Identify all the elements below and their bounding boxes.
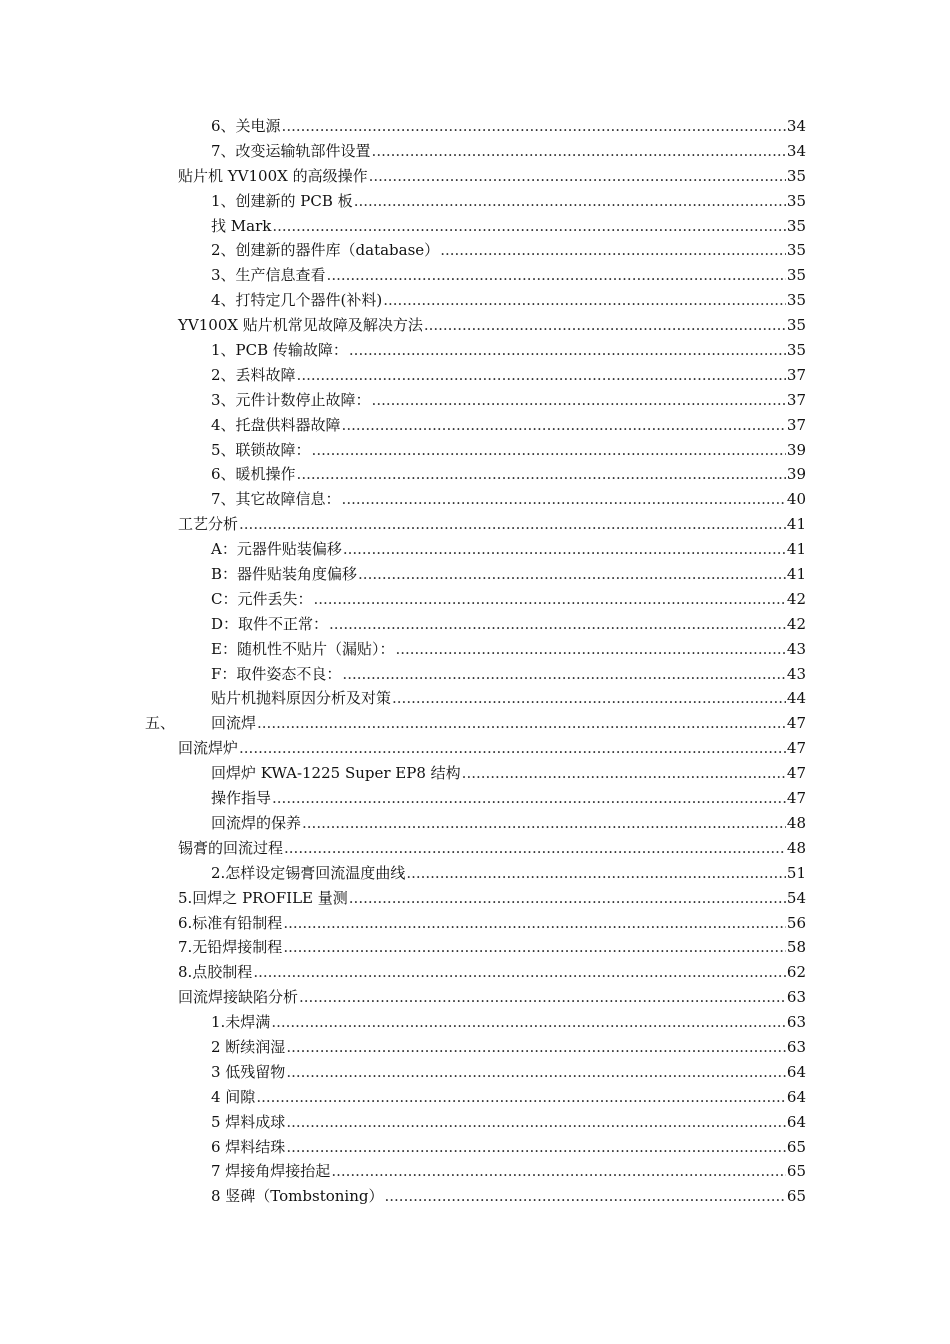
dot-leader: [385, 1184, 786, 1209]
toc-entry-title: 5 焊料成球: [211, 1112, 286, 1131]
toc-entry-line: [211, 1184, 806, 1209]
toc-entry-title: 回焊炉 KWA-1225 Super EP8 结构: [211, 764, 461, 783]
toc-entry-title: 2.怎样设定锡膏回流温度曲线: [211, 863, 406, 882]
toc-entry-line: [211, 587, 806, 612]
toc-entry[interactable]: [0, 438, 950, 463]
dot-leader: [271, 1010, 786, 1035]
toc-entry-line: [211, 761, 806, 786]
toc-entry-title: 4、托盘供料器故障: [211, 415, 341, 434]
toc-page-number: 64: [786, 1112, 806, 1131]
toc-entry-title: 5.回焊之 PROFILE 量测: [178, 888, 348, 907]
dot-leader: [286, 1035, 786, 1060]
dot-leader: [372, 388, 786, 413]
toc-page-number: 41: [786, 565, 806, 584]
toc-entry[interactable]: [0, 761, 950, 786]
toc-entry-title: C：元件丢失：: [211, 589, 313, 608]
toc-entry[interactable]: [0, 413, 950, 438]
toc-entry-title: 8.点胶制程: [178, 963, 253, 982]
dot-leader: [392, 686, 786, 711]
toc-entry[interactable]: [0, 985, 950, 1010]
toc-page-number: 35: [786, 291, 806, 310]
dot-leader: [286, 1110, 786, 1135]
toc-entry-title: 回流焊的保养: [211, 813, 302, 832]
toc-page-number: 62: [786, 963, 806, 982]
dot-leader: [395, 637, 785, 662]
dot-leader: [424, 313, 786, 338]
toc-page-number: 34: [786, 141, 806, 160]
toc-page-number: 41: [786, 540, 806, 559]
toc-entry[interactable]: [0, 935, 950, 960]
dot-leader: [440, 238, 786, 263]
dot-leader: [253, 960, 786, 985]
dot-leader: [342, 662, 785, 687]
toc-entry[interactable]: [0, 612, 950, 637]
dot-leader: [312, 438, 786, 463]
toc-page-number: 41: [786, 515, 806, 534]
toc-page-number: 47: [786, 789, 806, 808]
toc-entry-title: 贴片机抛料原因分析及对策: [211, 689, 392, 708]
toc-entry-line: [178, 985, 806, 1010]
dot-leader: [239, 512, 786, 537]
toc-page-number: 48: [786, 838, 806, 857]
toc-page-number: 63: [786, 988, 806, 1007]
toc-page-number: 39: [786, 465, 806, 484]
toc-entry-title: 8 竖碑（Tombstoning）: [211, 1187, 384, 1206]
toc-page-number: 48: [786, 813, 806, 832]
toc-page-number: 35: [786, 341, 806, 360]
toc-entry-title: 4、打特定几个器件(补料): [211, 291, 383, 310]
toc-entry[interactable]: [0, 1110, 950, 1135]
toc-entry-line: [211, 114, 806, 139]
toc-entry-line: [178, 935, 806, 960]
toc-entry[interactable]: [0, 1010, 950, 1035]
toc-entry-line: [178, 736, 806, 761]
toc-chapter-number: 五、: [145, 714, 176, 733]
dot-leader: [354, 189, 786, 214]
toc-entry-title: 回流焊接缺陷分析: [178, 988, 299, 1007]
dot-leader: [272, 786, 786, 811]
toc-entry-line: [178, 911, 806, 936]
dot-leader: [343, 537, 786, 562]
toc-entry[interactable]: [0, 263, 950, 288]
toc-entry-line: [178, 960, 806, 985]
toc-entry-line: [211, 263, 806, 288]
toc-page-number: 42: [786, 614, 806, 633]
toc-entry[interactable]: [0, 139, 950, 164]
toc-entry[interactable]: [0, 189, 950, 214]
toc-entry[interactable]: [0, 1035, 950, 1060]
toc-entry[interactable]: [0, 238, 950, 263]
toc-entry[interactable]: [0, 214, 950, 239]
toc-entry-title: 7.无铅焊接制程: [178, 938, 283, 957]
toc-entry-line: [211, 861, 806, 886]
toc-entry[interactable]: [0, 388, 950, 413]
dot-leader: [342, 487, 786, 512]
dot-leader: [286, 1060, 786, 1085]
toc-entry-title: B：器件贴装角度偏移: [211, 565, 358, 584]
table-of-contents: [0, 114, 950, 1209]
dot-leader: [272, 214, 786, 239]
dot-leader: [383, 288, 786, 313]
toc-page-number: 35: [786, 316, 806, 335]
toc-entry[interactable]: [0, 736, 950, 761]
toc-entry[interactable]: [0, 363, 950, 388]
toc-entry-line: [211, 637, 806, 662]
toc-entry[interactable]: [0, 686, 950, 711]
toc-page-number: 58: [786, 938, 806, 957]
toc-entry-line: [211, 1035, 806, 1060]
toc-entry-title: 3、元件计数停止故障：: [211, 390, 371, 409]
toc-entry-title: E：随机性不贴片（漏贴）：: [211, 639, 395, 658]
toc-entry-title: 1.未焊满: [211, 1013, 271, 1032]
toc-entry-title: 3、生产信息查看: [211, 266, 326, 285]
toc-page-number: 47: [786, 764, 806, 783]
toc-entry[interactable]: [0, 512, 950, 537]
toc-page-number: 34: [786, 117, 806, 135]
toc-entry-title: 5、联锁故障：: [211, 440, 311, 459]
toc-entry-title: F：取件姿态不良：: [211, 664, 342, 683]
toc-page-number: 42: [786, 589, 806, 608]
toc-page-number: 43: [786, 639, 806, 658]
dot-leader: [286, 1135, 786, 1160]
dot-leader: [369, 164, 786, 189]
toc-entry[interactable]: [0, 637, 950, 662]
toc-page-number: 65: [786, 1187, 806, 1206]
dot-leader: [282, 114, 786, 139]
toc-page-number: 35: [786, 191, 806, 210]
toc-entry-title: 6、关电源: [211, 117, 281, 135]
toc-entry-line: [211, 1159, 806, 1184]
toc-page-number: 63: [786, 1037, 806, 1056]
toc-entry-line: [211, 562, 806, 587]
dot-leader: [297, 363, 786, 388]
toc-entry[interactable]: [0, 1135, 950, 1160]
toc-entry[interactable]: [0, 662, 950, 687]
toc-entry-line: [211, 1110, 806, 1135]
toc-entry-title: 找 Mark: [211, 216, 272, 235]
toc-entry-title: 4 间隙: [211, 1087, 256, 1106]
toc-entry-title: 2、丢料故障: [211, 365, 296, 384]
dot-leader: [302, 811, 786, 836]
dot-leader: [342, 413, 786, 438]
toc-entry[interactable]: [0, 288, 950, 313]
dot-leader: [256, 1085, 786, 1110]
toc-page-number: 35: [786, 216, 806, 235]
toc-entry-title: 操作指导: [211, 789, 272, 808]
toc-page-number: 35: [786, 266, 806, 285]
toc-entry-title: 2、创建新的器件库（database）: [211, 241, 440, 260]
toc-page-number: 47: [786, 714, 806, 733]
toc-page-number: 47: [786, 739, 806, 758]
toc-page-number: 37: [786, 365, 806, 384]
dot-leader: [313, 587, 785, 612]
toc-entry[interactable]: [0, 836, 950, 861]
toc-entry[interactable]: [0, 587, 950, 612]
toc-entry-title: 2 断续润湿: [211, 1037, 286, 1056]
toc-entry-line: [211, 288, 806, 313]
toc-entry-title: 锡膏的回流过程: [178, 838, 284, 857]
toc-page-number: 63: [786, 1013, 806, 1032]
toc-entry-line: [211, 214, 806, 239]
toc-entry-line: [178, 886, 806, 911]
toc-entry-line: [211, 811, 806, 836]
dot-leader: [358, 562, 786, 587]
dot-leader: [239, 736, 786, 761]
toc-entry[interactable]: [0, 1060, 950, 1085]
toc-entry-line: [211, 1135, 806, 1160]
toc-entry[interactable]: [0, 1085, 950, 1110]
toc-entry[interactable]: [0, 487, 950, 512]
toc-page-number: 64: [786, 1087, 806, 1106]
toc-page-number: 35: [786, 166, 806, 185]
toc-entry-line: [211, 438, 806, 463]
toc-entry[interactable]: [0, 711, 950, 736]
toc-entry[interactable]: [0, 537, 950, 562]
toc-entry-line: [211, 487, 806, 512]
toc-entry-line: [211, 413, 806, 438]
toc-page-number: 65: [786, 1137, 806, 1156]
toc-entry[interactable]: [0, 886, 950, 911]
dot-leader: [327, 263, 786, 288]
toc-page-number: 51: [786, 863, 806, 882]
toc-entry-line: [211, 189, 806, 214]
dot-leader: [297, 462, 786, 487]
dot-leader: [349, 338, 786, 363]
toc-entry-line: [211, 238, 806, 263]
toc-entry-line: [211, 1085, 806, 1110]
toc-page-number: 35: [786, 241, 806, 260]
toc-entry[interactable]: [0, 861, 950, 886]
toc-entry-line: [178, 164, 806, 189]
toc-entry-line: [178, 512, 806, 537]
toc-entry-line: [178, 313, 806, 338]
toc-entry[interactable]: [0, 1184, 950, 1209]
toc-page-number: 64: [786, 1062, 806, 1081]
toc-entry-line: [211, 612, 806, 637]
toc-entry[interactable]: [0, 786, 950, 811]
dot-leader: [283, 935, 786, 960]
toc-entry-line: [211, 686, 806, 711]
toc-entry-title: 3 低残留物: [211, 1062, 286, 1081]
dot-leader: [462, 761, 786, 786]
toc-page-number: 56: [786, 913, 806, 932]
dot-leader: [372, 139, 786, 164]
toc-page-number: 54: [786, 888, 806, 907]
toc-entry-line: [211, 388, 806, 413]
toc-page-number: 43: [786, 664, 806, 683]
toc-entry-line: [211, 462, 806, 487]
toc-entry[interactable]: [0, 1159, 950, 1184]
dot-leader: [331, 1159, 786, 1184]
toc-entry-line: [211, 786, 806, 811]
toc-entry-title: 回流焊炉: [178, 739, 239, 758]
toc-entry-line: [211, 537, 806, 562]
toc-entry[interactable]: [0, 562, 950, 587]
toc-page-number: 65: [786, 1162, 806, 1181]
toc-entry-line: [211, 338, 806, 363]
toc-entry[interactable]: [0, 462, 950, 487]
toc-entry[interactable]: [0, 313, 950, 338]
toc-page-number: 44: [786, 689, 806, 708]
toc-entry-title: 7、改变运输轨部件设置: [211, 141, 371, 160]
dot-leader: [284, 836, 786, 861]
toc-entry-title: 1、PCB 传输故障：: [211, 341, 348, 360]
toc-entry-line: [211, 711, 806, 736]
dot-leader: [299, 985, 786, 1010]
toc-entry-title: 6 焊料结珠: [211, 1137, 286, 1156]
toc-entry-title: 回流焊: [211, 714, 257, 733]
toc-page-number: 37: [786, 390, 806, 409]
toc-entry-title: 7 焊接角焊接抬起: [211, 1162, 331, 1181]
toc-entry-line: [211, 139, 806, 164]
toc-entry[interactable]: [0, 911, 950, 936]
toc-page-number: 40: [786, 490, 806, 509]
dot-leader: [406, 861, 786, 886]
toc-entry-title: 6、暖机操作: [211, 465, 296, 484]
toc-entry-title: D：取件不正常：: [211, 614, 329, 633]
toc-entry[interactable]: [0, 811, 950, 836]
toc-entry[interactable]: [0, 114, 950, 139]
toc-entry-line: [211, 662, 806, 687]
toc-entry[interactable]: [0, 960, 950, 985]
toc-entry-line: [211, 1010, 806, 1035]
dot-leader: [257, 711, 786, 736]
dot-leader: [349, 886, 786, 911]
toc-entry-line: [211, 1060, 806, 1085]
toc-entry-title: 工艺分析: [178, 515, 239, 534]
toc-entry[interactable]: [0, 164, 950, 189]
toc-entry-title: A：元器件贴装偏移: [211, 540, 342, 559]
toc-page-number: 39: [786, 440, 806, 459]
toc-page-number: 37: [786, 415, 806, 434]
toc-entry-title: 7、其它故障信息：: [211, 490, 341, 509]
dot-leader: [329, 612, 786, 637]
toc-entry-line: [211, 363, 806, 388]
toc-entry-title: 1、创建新的 PCB 板: [211, 191, 353, 210]
toc-entry-title: 6.标准有铅制程: [178, 913, 283, 932]
toc-entry-title: YV100X 贴片机常见故障及解决方法: [178, 316, 423, 335]
toc-entry-title: 贴片机 YV100X 的高级操作: [178, 166, 368, 185]
toc-entry[interactable]: [0, 338, 950, 363]
dot-leader: [283, 911, 786, 936]
toc-entry-line: [178, 836, 806, 861]
